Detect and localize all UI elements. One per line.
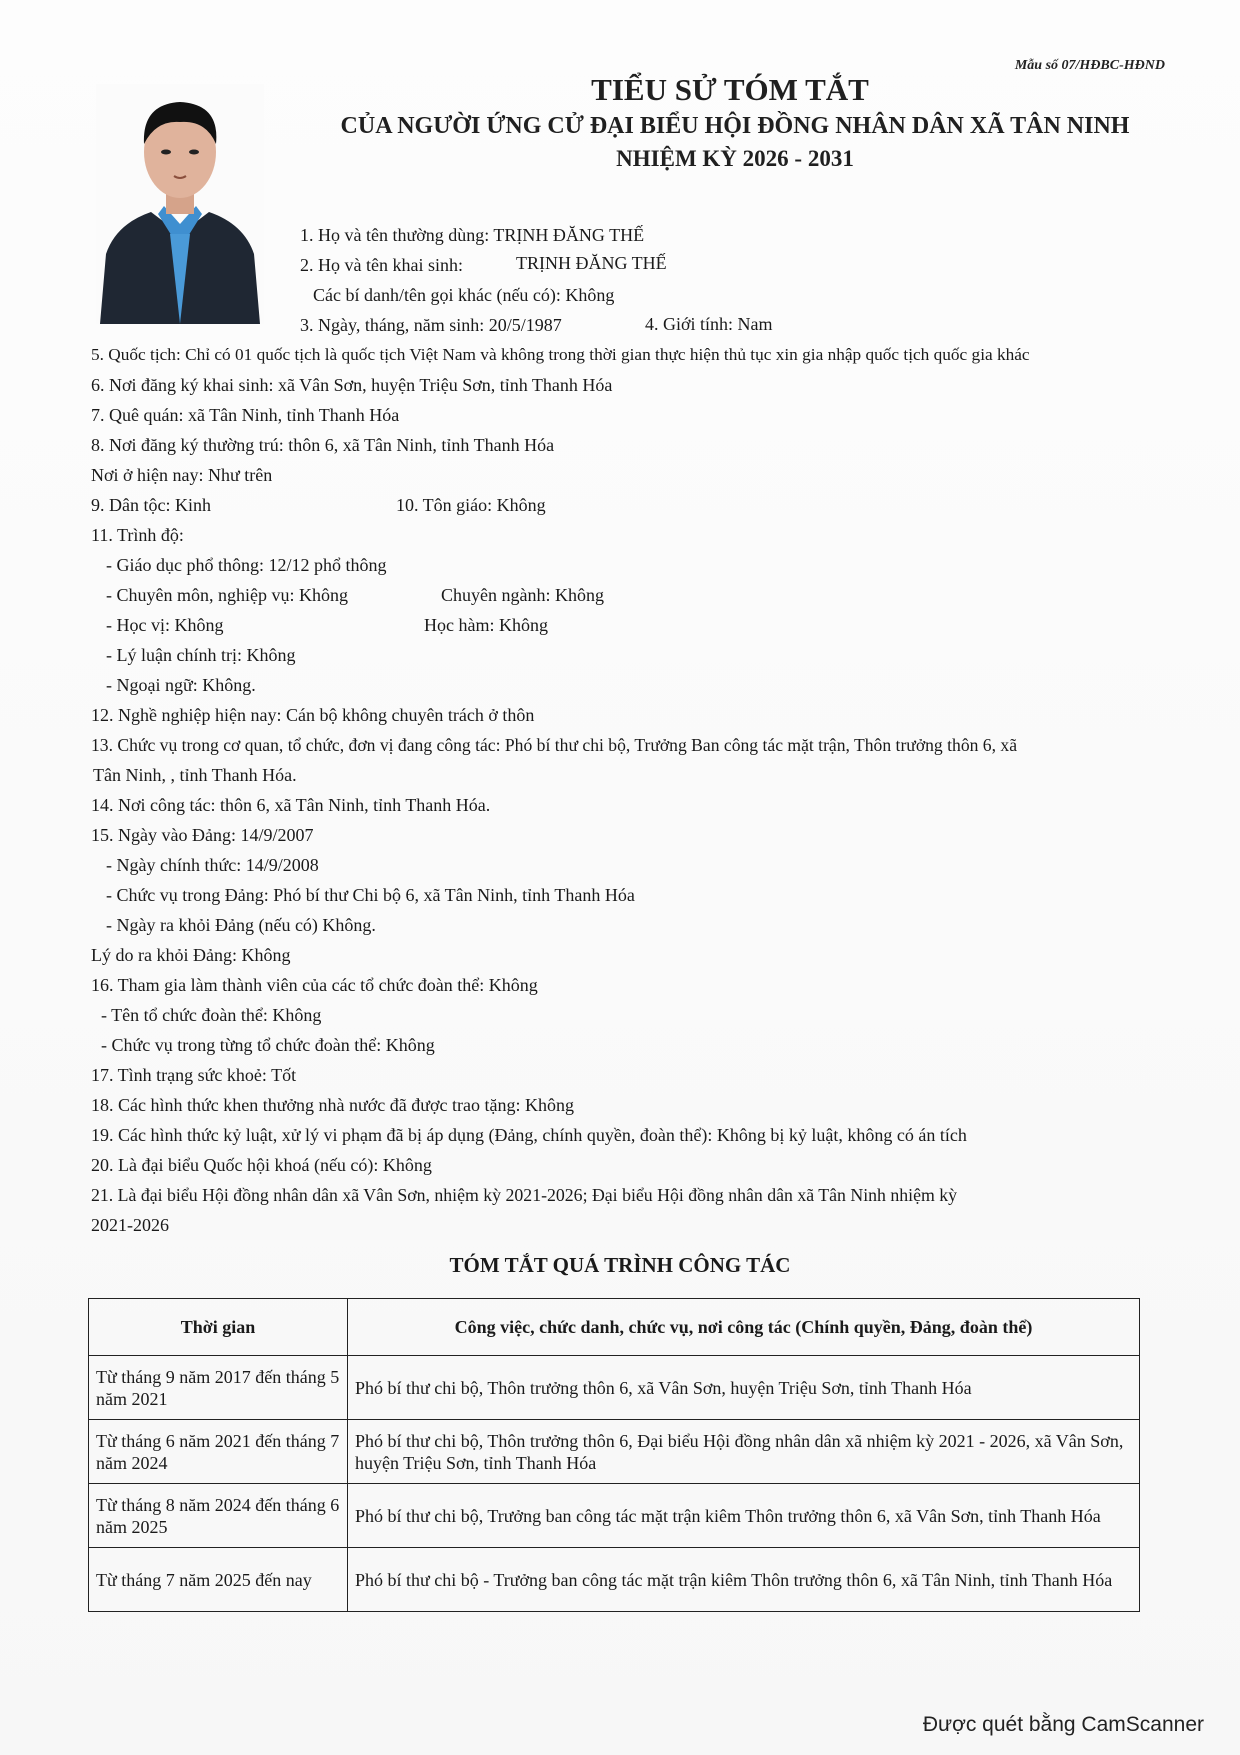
line-11-major: Chuyên ngành: Không: [441, 585, 604, 605]
line-15-leave-date: - Ngày ra khỏi Đảng (nếu có) Không.: [106, 915, 376, 935]
header-position: Công việc, chức danh, chức vụ, nơi công tác (Chính quyền, Đảng, đoàn thể): [348, 1299, 1140, 1356]
cell-time: Từ tháng 6 năm 2021 đến tháng 7 năm 2024: [89, 1420, 348, 1484]
line-10: 10. Tôn giáo: Không: [396, 495, 546, 515]
table-header-row: [89, 1299, 1140, 1356]
cell-position: Phó bí thư chi bộ - Trưởng ban công tác mặt trận kiêm Thôn trưởng thôn 6, xã Tân Ninh, tỉnh Thanh Hóa: [348, 1548, 1140, 1612]
table-row: [89, 1548, 1140, 1612]
line-21: 21. Là đại biểu Hội đồng nhân dân xã Vân Sơn, nhiệm kỳ 2021-2026; Đại biểu Hội đồng nhân dân xã Tân Ninh nhiệm kỳ: [91, 1185, 958, 1205]
candidate-photo: [96, 84, 264, 324]
line-20: 20. Là đại biểu Quốc hội khoá (nếu có): Không: [91, 1155, 432, 1175]
line-11-degree: - Học vị: Không: [106, 615, 224, 635]
cell-position: Phó bí thư chi bộ, Thôn trưởng thôn 6, xã Vân Sơn, huyện Triệu Sơn, tỉnh Thanh Hóa: [348, 1356, 1140, 1420]
header-time: Thời gian: [89, 1299, 348, 1356]
line-2-value: TRỊNH ĐĂNG THẾ: [516, 253, 667, 273]
table-row: [89, 1356, 1140, 1420]
form-code: Mẫu số 07/HĐBC-HĐND: [1014, 58, 1165, 73]
line-14: 14. Nơi công tác: thôn 6, xã Tân Ninh, tỉnh Thanh Hóa.: [91, 795, 491, 815]
line-13-continued: Tân Ninh, , tỉnh Thanh Hóa.: [93, 765, 297, 785]
line-3: 3. Ngày, tháng, năm sinh: 20/5/1987: [300, 315, 562, 335]
table-row: [89, 1484, 1140, 1548]
line-21-continued: 2021-2026: [91, 1215, 169, 1235]
line-11-academic-title: Học hàm: Không: [424, 615, 548, 635]
line-15-party-position: - Chức vụ trong Đảng: Phó bí thư Chi bộ 6, xã Tân Ninh, tỉnh Thanh Hóa: [106, 885, 635, 905]
cell-time: Từ tháng 7 năm 2025 đến nay: [89, 1548, 348, 1612]
career-section-title: TÓM TẮT QUÁ TRÌNH CÔNG TÁC: [449, 1253, 791, 1277]
career-table: [88, 1298, 1140, 1612]
line-11-professional: - Chuyên môn, nghiệp vụ: Không: [106, 585, 348, 605]
line-13: 13. Chức vụ trong cơ quan, tổ chức, đơn vị đang công tác: Phó bí thư chi bộ, Trưởng Ban công tác mặt trận, Thôn trưởng thôn 6, xã: [91, 735, 1018, 755]
line-current-residence: Nơi ở hiện nay: Như trên: [91, 465, 273, 485]
line-16: 16. Tham gia làm thành viên của các tổ chức đoàn thể: Không: [91, 975, 538, 995]
line-15-leave-reason: Lý do ra khỏi Đảng: Không: [91, 945, 291, 965]
cell-time: Từ tháng 9 năm 2017 đến tháng 5 năm 2021: [89, 1356, 348, 1420]
table-row: [89, 1420, 1140, 1484]
scanner-watermark: Được quét bằng CamScanner: [922, 1713, 1204, 1736]
line-5: 5. Quốc tịch: Chỉ có 01 quốc tịch là quốc tịch Việt Nam và không trong thời gian thực hiện thủ tục xin gia nhập quốc tịch quốc gia khác: [91, 345, 1030, 364]
cell-position: Phó bí thư chi bộ, Thôn trưởng thôn 6, Đại biểu Hội đồng nhân dân xã nhiệm kỳ 2021 - 2026, xã Vân Sơn, huyện Triệu Sơn, tỉnh Thanh Hóa: [348, 1420, 1140, 1484]
line-1: 1. Họ và tên thường dùng: TRỊNH ĐĂNG THẾ: [300, 225, 645, 245]
line-2-label: 2. Họ và tên khai sinh:: [300, 255, 463, 275]
line-16-organization: - Tên tổ chức đoàn thể: Không: [101, 1005, 322, 1025]
line-11: 11. Trình độ:: [91, 525, 184, 545]
line-8: 8. Nơi đăng ký thường trú: thôn 6, xã Tân Ninh, tỉnh Thanh Hóa: [91, 435, 555, 455]
line-11-political-theory: - Lý luận chính trị: Không: [106, 645, 296, 665]
line-17: 17. Tình trạng sức khoẻ: Tốt: [91, 1065, 297, 1085]
line-7: 7. Quê quán: xã Tân Ninh, tỉnh Thanh Hóa: [91, 405, 400, 425]
document-term: NHIỆM KỲ 2026 - 2031: [616, 146, 854, 171]
document-subtitle: CỦA NGƯỜI ỨNG CỬ ĐẠI BIỂU HỘI ĐỒNG NHÂN DÂN XÃ TÂN NINH: [340, 113, 1130, 139]
line-15-official-date: - Ngày chính thức: 14/9/2008: [106, 855, 319, 875]
line-15: 15. Ngày vào Đảng: 14/9/2007: [91, 825, 314, 845]
line-4: 4. Giới tính: Nam: [645, 314, 773, 334]
cell-time: Từ tháng 8 năm 2024 đến tháng 6 năm 2025: [89, 1484, 348, 1548]
line-11-foreign-language: - Ngoại ngữ: Không.: [106, 675, 256, 695]
line-19: 19. Các hình thức kỷ luật, xử lý vi phạm đã bị áp dụng (Đảng, chính quyền, đoàn thể): Không bị kỷ luật, không có án tích: [91, 1125, 967, 1145]
line-16-position: - Chức vụ trong từng tổ chức đoàn thể: Không: [101, 1035, 435, 1055]
cell-position: Phó bí thư chi bộ, Trưởng ban công tác mặt trận kiêm Thôn trưởng thôn 6, xã Vân Sơn, tỉnh Thanh Hóa: [348, 1484, 1140, 1548]
line-11-general-education: - Giáo dục phổ thông: 12/12 phổ thông: [106, 555, 387, 575]
line-18: 18. Các hình thức khen thưởng nhà nước đã được trao tặng: Không: [91, 1095, 574, 1115]
document-title: TIỂU SỬ TÓM TẮT: [591, 72, 869, 107]
line-12: 12. Nghề nghiệp hiện nay: Cán bộ không chuyên trách ở thôn: [91, 705, 535, 725]
line-9: 9. Dân tộc: Kinh: [91, 495, 211, 515]
line-aliases: Các bí danh/tên gọi khác (nếu có): Không: [313, 285, 615, 305]
line-6: 6. Nơi đăng ký khai sinh: xã Vân Sơn, huyện Triệu Sơn, tỉnh Thanh Hóa: [91, 375, 613, 395]
